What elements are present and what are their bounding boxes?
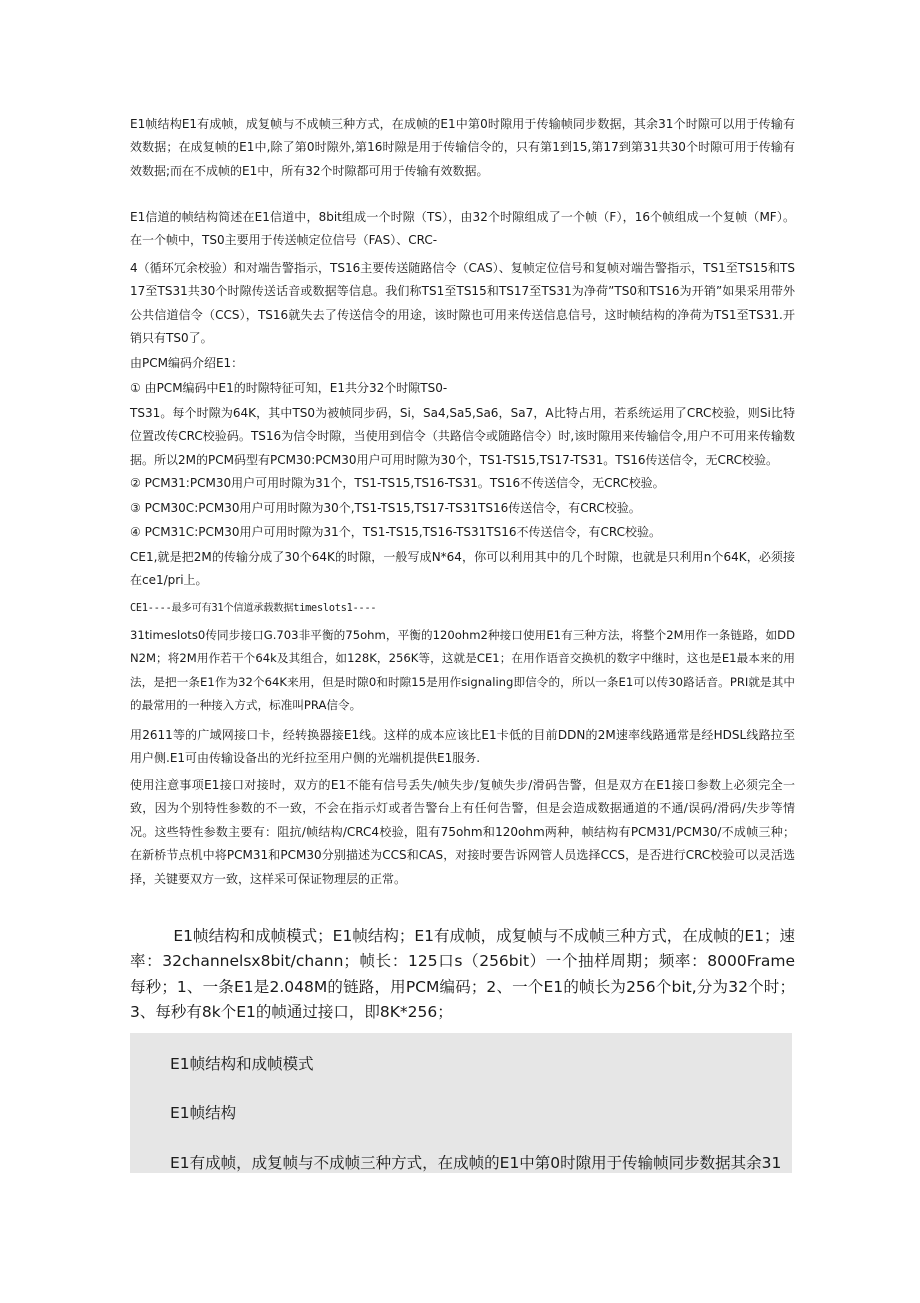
paragraph-ts31-detail: TS31。每个时隙为64K，其中TS0为被帧同步码，Si，Sa4,Sa5,Sa6，Sa7，A比特占用，若系统运用了CRC校验，则Si比特位置改传CRC校验码。TS16为信令时隙，当使用到信令（共路信令或随路信令）时,该时隙用来传输信令,用户不可用来传输数据。所以2M的PCM码型有PCM30:PCM30用户可用时隙为30个，TS1-TS15,TS17-TS31。TS16传送信令，无CRC校验。 xyxy=(130,406,795,467)
paragraph-item-2: ② PCM31:PCM30用户可用时隙为31个，TS1-TS15,TS16-TS31。TS16不传送信令，无CRC校验。 xyxy=(130,476,665,490)
paragraph-item-1: ① 由PCM编码中E1的时隙特征可知，E1共分32个时隙TS0- xyxy=(130,381,448,395)
paragraph-e1-frame-structure: E1帧结构E1有成帧，成复帧与不成帧三种方式，在成帧的E1中第0时隙用于传输帧同步数据，其余31个时隙可以用于传输有效数据；在成复帧的E1中,除了第0时隙外,第16时隙是用于传输信令的，只有第1到15,第17到第31共30个时隙可用于传输有效数据;而在不成帧的E1中，所有32个时隙都可用于传输有效数据。 xyxy=(130,117,795,178)
gray-box-line-2: E1帧结构 xyxy=(170,1104,237,1122)
gray-box-line-3: E1有成帧，成复帧与不成帧三种方式，在成帧的E1中第0时隙用于传输帧同步数据其余31 xyxy=(170,1154,782,1172)
paragraph-ce1: CE1,就是把2M的传输分成了30个64K的时隙，一般写成N*64，你可以利用其中的几个时隙，也就是只利用n个64K，必须接在ce1/pri上。 xyxy=(130,550,795,588)
paragraph-e1-channel-frame: E1信道的帧结构简述在E1信道中，8bit组成一个时隙（TS），由32个时隙组成了一个帧（F），16个帧组成一个复帧（MF）。在一个帧中，TS0主要用于传送帧定位信号（FAS）、CRC- xyxy=(130,210,795,248)
paragraph-e1-mode-summary: E1帧结构和成帧模式；E1帧结构；E1有成帧，成复帧与不成帧三种方式，在成帧的E1；速率：32channelsx8bit/chann；帧长：125口s（256bit）一个抽样周期；频率：8000Frame每秒；1、一条E1是2.048M的链路，用PCM编码；2、一个E1的帧长为256个bit,分为32个时；3、每秒有8k个E1的帧通过接口，即8K*256； xyxy=(130,927,795,1021)
paragraph-item-4: ④ PCM31C:PCM30用户可用时隙为31个，TS1-TS15,TS16-TS31TS16不传送信令，有CRC校验。 xyxy=(130,525,661,539)
paragraph-ts16-signaling: 4（循环冗余校验）和对端告警指示，TS16主要传送随路信令（CAS）、复帧定位信号和复帧对端告警指示，TS1至TS15和TS17至TS31共30个时隙传送话音或数据等信息。我们称TS1至TS15和TS17至TS31为净荷”TS0和TS16为开销”如果采用带外公共信道信令（CCS），TS16就失去了传送信令的用途，该时隙也可用来传送信息信号，这时帧结构的净荷为TS1至TS31.开销只有TS0了。 xyxy=(130,261,795,346)
paragraph-item-3: ③ PCM30C:PCM30用户可用时隙为30个,TS1-TS15,TS17-TS31TS16传送信令，有CRC校验。 xyxy=(130,501,641,515)
paragraph-ce1-timeslots: CE1----最多可有31个信道承载数据timeslots1---- xyxy=(130,603,377,614)
paragraph-notes: 使用注意事项E1接口对接时，双方的E1不能有信号丢失/帧失步/复帧失步/滑码告警，但是双方在E1接口参数上必须完全一致，因为个别特性参数的不一致，不会在指示灯或者告警台上有任何告警，但是会造成数据通道的不通/误码/滑码/失步等情况。这些特性参数主要有：阻抗/帧结构/CRC4校验，阻有75ohm和120ohm两种，帧结构有PCM31/PCM30/不成帧三种；在新桥节点机中将PCM31和PCM30分别描述为CCS和CAS，对接时要告诉网管人员选择CCS，是否进行CRC校验可以灵活选择，关键要双方一致，这样采可保证物理层的正常。 xyxy=(130,778,795,886)
paragraph-pcm-intro: 由PCM编码介绍E1： xyxy=(130,356,244,370)
gray-box-line-1: E1帧结构和成帧模式 xyxy=(170,1055,314,1073)
paragraph-interface-usage: 31timeslots0传同步接口G.703非平衡的75ohm，平衡的120ohm2种接口使用E1有三种方法，将整个2M用作一条链路，如DDN2M；将2M用作若干个64k及其组合，如128K，256K等，这就是CE1；在用作语音交换机的数字中继时，这也是E1最本来的用法，是把一条E1作为32个64K来用，但是时隙0和时隙15是用作signaling即信令的，所以一条E1可以传30路话音。PRI就是其中的最常用的一种接入方式，标准叫PRA信令。 xyxy=(130,628,795,713)
paragraph-wan-card: 用2611等的广域网接口卡，经转换器接E1线。这样的成本应该比E1卡低的目前DDN的2M速率线路通常是经HDSL线路拉至用户侧.E1可由传输设备出的光纤拉至用户侧的光端机提供E1服务. xyxy=(130,728,795,766)
